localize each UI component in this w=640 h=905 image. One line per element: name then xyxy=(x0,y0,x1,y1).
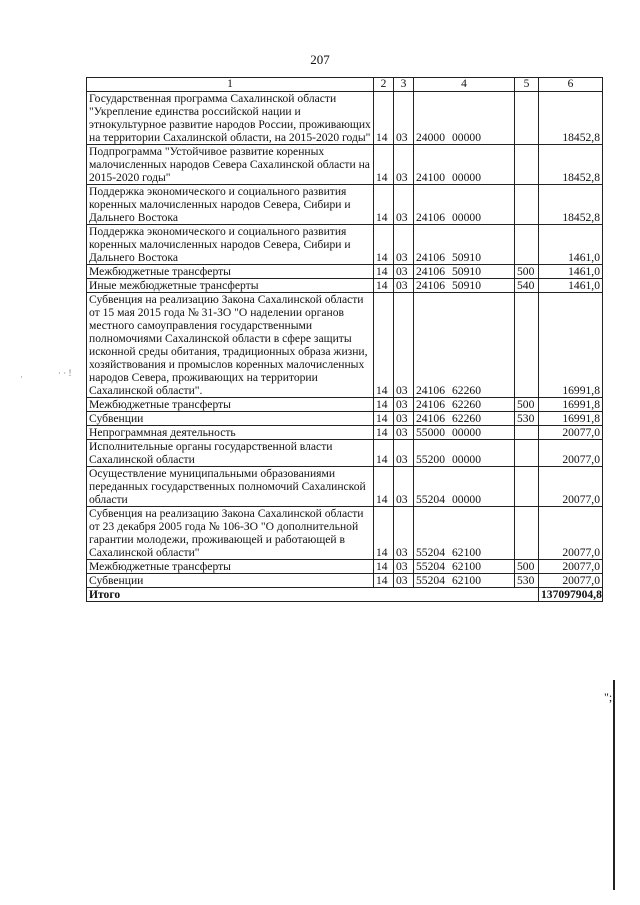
direction-code: 00000 xyxy=(452,171,481,184)
target-article-code xyxy=(414,185,515,225)
subsection-code: 03 xyxy=(394,440,414,467)
direction-code: 50910 xyxy=(452,279,481,292)
amount: 1461,0 xyxy=(539,265,603,279)
amount: 16991,8 xyxy=(539,398,603,412)
header-cell: 4 xyxy=(414,78,515,92)
target-article-code xyxy=(414,279,515,293)
target-article-code xyxy=(414,398,515,412)
target-article-code xyxy=(414,265,515,279)
expense-type-code xyxy=(515,225,539,265)
expense-type-code xyxy=(515,185,539,225)
direction-code: 62100 xyxy=(452,574,481,587)
expense-type-code: 500 xyxy=(515,265,539,279)
table-row xyxy=(87,560,603,574)
program-code: 55200 xyxy=(416,453,445,466)
subsection-code: 03 xyxy=(394,279,414,293)
section-code: 14 xyxy=(374,185,394,225)
target-article-code xyxy=(414,145,515,185)
total-amount: 137097904,8 xyxy=(539,588,603,602)
expense-type-code xyxy=(515,507,539,560)
row-description: Субвенции xyxy=(87,574,374,588)
section-code: 14 xyxy=(374,467,394,507)
amount: 20077,0 xyxy=(539,507,603,560)
row-description: Субвенция на реализацию Закона Сахалинской области от 23 декабря 2005 года № 106-ЗО "О дополнительной гарантии молодежи, проживающей и работающей в Сахалинской области" xyxy=(87,507,374,560)
program-code: 24106 xyxy=(416,412,445,425)
table-row xyxy=(87,426,603,440)
direction-code: 62260 xyxy=(452,412,481,425)
section-code: 14 xyxy=(374,507,394,560)
table-row xyxy=(87,467,603,507)
subsection-code: 03 xyxy=(394,426,414,440)
closing-quote-mark: "; xyxy=(604,690,613,704)
amount: 20077,0 xyxy=(539,440,603,467)
section-code: 14 xyxy=(374,225,394,265)
amount: 20077,0 xyxy=(539,467,603,507)
subsection-code: 03 xyxy=(394,507,414,560)
row-description: Межбюджетные трансферты xyxy=(87,265,374,279)
direction-code: 62100 xyxy=(452,546,481,559)
expense-type-code: 500 xyxy=(515,398,539,412)
program-code: 55204 xyxy=(416,574,445,587)
amount: 1461,0 xyxy=(539,225,603,265)
table-row xyxy=(87,145,603,185)
program-code: 24106 xyxy=(416,251,445,264)
program-code: 55204 xyxy=(416,560,445,573)
header-cell: 1 xyxy=(87,78,374,92)
program-code: 24106 xyxy=(416,398,445,411)
program-code: 55204 xyxy=(416,546,445,559)
subsection-code: 03 xyxy=(394,265,414,279)
direction-code: 00000 xyxy=(452,493,481,506)
target-article-code xyxy=(414,92,515,145)
row-description: Межбюджетные трансферты xyxy=(87,398,374,412)
program-code: 24106 xyxy=(416,211,445,224)
amount: 16991,8 xyxy=(539,412,603,426)
expense-type-code: 530 xyxy=(515,412,539,426)
direction-code: 50910 xyxy=(452,265,481,278)
target-article-code xyxy=(414,412,515,426)
section-code: 14 xyxy=(374,265,394,279)
row-description: Поддержка экономического и социального развития коренных малочисленных народов Севера, Сибири и Дальнего Востока xyxy=(87,185,374,225)
page-number: 207 xyxy=(310,52,330,67)
expense-type-code xyxy=(515,467,539,507)
table-row xyxy=(87,574,603,588)
section-code: 14 xyxy=(374,293,394,398)
row-description: Межбюджетные трансферты xyxy=(87,560,374,574)
total-label: Итого xyxy=(87,588,539,602)
table-row xyxy=(87,293,603,398)
section-code: 14 xyxy=(374,398,394,412)
direction-code: 00000 xyxy=(452,131,481,144)
section-code: 14 xyxy=(374,440,394,467)
subsection-code: 03 xyxy=(394,185,414,225)
program-code: 55000 xyxy=(416,426,445,439)
expense-type-code xyxy=(515,293,539,398)
target-article-code xyxy=(414,560,515,574)
direction-code: 50910 xyxy=(452,251,481,264)
section-code: 14 xyxy=(374,92,394,145)
header-cell: 6 xyxy=(539,78,603,92)
direction-code: 62100 xyxy=(452,560,481,573)
table-row xyxy=(87,265,603,279)
program-code: 24106 xyxy=(416,279,445,292)
direction-code: 00000 xyxy=(452,453,481,466)
row-description: Субвенции xyxy=(87,412,374,426)
target-article-code xyxy=(414,574,515,588)
program-code: 24100 xyxy=(416,171,445,184)
amount: 20077,0 xyxy=(539,560,603,574)
expense-type-code: 530 xyxy=(515,574,539,588)
amount: 18452,8 xyxy=(539,145,603,185)
subsection-code: 03 xyxy=(394,145,414,185)
program-code: 24000 xyxy=(416,131,445,144)
program-code: 24106 xyxy=(416,384,445,397)
target-article-code xyxy=(414,225,515,265)
expense-type-code: 500 xyxy=(515,560,539,574)
target-article-code xyxy=(414,507,515,560)
row-description: Поддержка экономического и социального развития коренных малочисленных народов Севера, Сибири и Дальнего Востока xyxy=(87,225,374,265)
row-description: Исполнительные органы государственной власти Сахалинской области xyxy=(87,440,374,467)
expense-type-code xyxy=(515,145,539,185)
row-description: Субвенция на реализацию Закона Сахалинской области от 15 мая 2015 года № 31-ЗО "О наделении органов местного самоуправления государственными полномочиями Сахалинской области в сфере защиты исконной среды обитания, традиционных образа жизни, хозяйствования и промыслов коренных малочисленных народов Севера, проживающих на территории Сахалинской области". xyxy=(87,293,374,398)
amount: 18452,8 xyxy=(539,92,603,145)
header-cell: 2 xyxy=(374,78,394,92)
table-row xyxy=(87,398,603,412)
section-code: 14 xyxy=(374,426,394,440)
subsection-code: 03 xyxy=(394,398,414,412)
target-article-code xyxy=(414,467,515,507)
program-code: 55204 xyxy=(416,493,445,506)
target-article-code xyxy=(414,440,515,467)
scan-mark: · · ! xyxy=(58,368,72,378)
header-cell: 3 xyxy=(394,78,414,92)
section-code: 14 xyxy=(374,560,394,574)
direction-code: 00000 xyxy=(452,211,481,224)
amount: 16991,8 xyxy=(539,293,603,398)
subsection-code: 03 xyxy=(394,225,414,265)
expense-type-code: 540 xyxy=(515,279,539,293)
amount: 18452,8 xyxy=(539,185,603,225)
section-code: 14 xyxy=(374,412,394,426)
subsection-code: 03 xyxy=(394,467,414,507)
row-description: Осуществление муниципальными образованиями переданных государственных полномочий Сахалинской области xyxy=(87,467,374,507)
direction-code: 62260 xyxy=(452,384,481,397)
section-code: 14 xyxy=(374,279,394,293)
subsection-code: 03 xyxy=(394,560,414,574)
direction-code: 00000 xyxy=(452,426,481,439)
budget-table xyxy=(86,77,603,602)
table-row xyxy=(87,185,603,225)
subsection-code: 03 xyxy=(394,92,414,145)
scan-mark: · xyxy=(20,372,23,382)
table-row xyxy=(87,279,603,293)
row-description: Непрограммная деятельность xyxy=(87,426,374,440)
scan-edge-line xyxy=(613,680,615,890)
subsection-code: 03 xyxy=(394,412,414,426)
header-cell: 5 xyxy=(515,78,539,92)
direction-code: 62260 xyxy=(452,398,481,411)
expense-type-code xyxy=(515,426,539,440)
row-description: Подпрограмма "Устойчивое развитие коренных малочисленных народов Севера Сахалинской области на 2015-2020 годы" xyxy=(87,145,374,185)
header-row xyxy=(87,78,603,92)
row-description: Иные межбюджетные трансферты xyxy=(87,279,374,293)
subsection-code: 03 xyxy=(394,293,414,398)
total-row xyxy=(87,588,603,602)
table-row xyxy=(87,440,603,467)
amount: 20077,0 xyxy=(539,574,603,588)
row-description: Государственная программа Сахалинской области "Укрепление единства российской нации и этнокультурное развитие народов России, проживающих на территории Сахалинской области, на 2015-2020 годы" xyxy=(87,92,374,145)
expense-type-code xyxy=(515,440,539,467)
subsection-code: 03 xyxy=(394,574,414,588)
target-article-code xyxy=(414,293,515,398)
section-code: 14 xyxy=(374,145,394,185)
expense-type-code xyxy=(515,92,539,145)
table-row xyxy=(87,92,603,145)
table-row xyxy=(87,412,603,426)
table-row xyxy=(87,507,603,560)
amount: 20077,0 xyxy=(539,426,603,440)
target-article-code xyxy=(414,426,515,440)
program-code: 24106 xyxy=(416,265,445,278)
amount: 1461,0 xyxy=(539,279,603,293)
table-row xyxy=(87,225,603,265)
section-code: 14 xyxy=(374,574,394,588)
